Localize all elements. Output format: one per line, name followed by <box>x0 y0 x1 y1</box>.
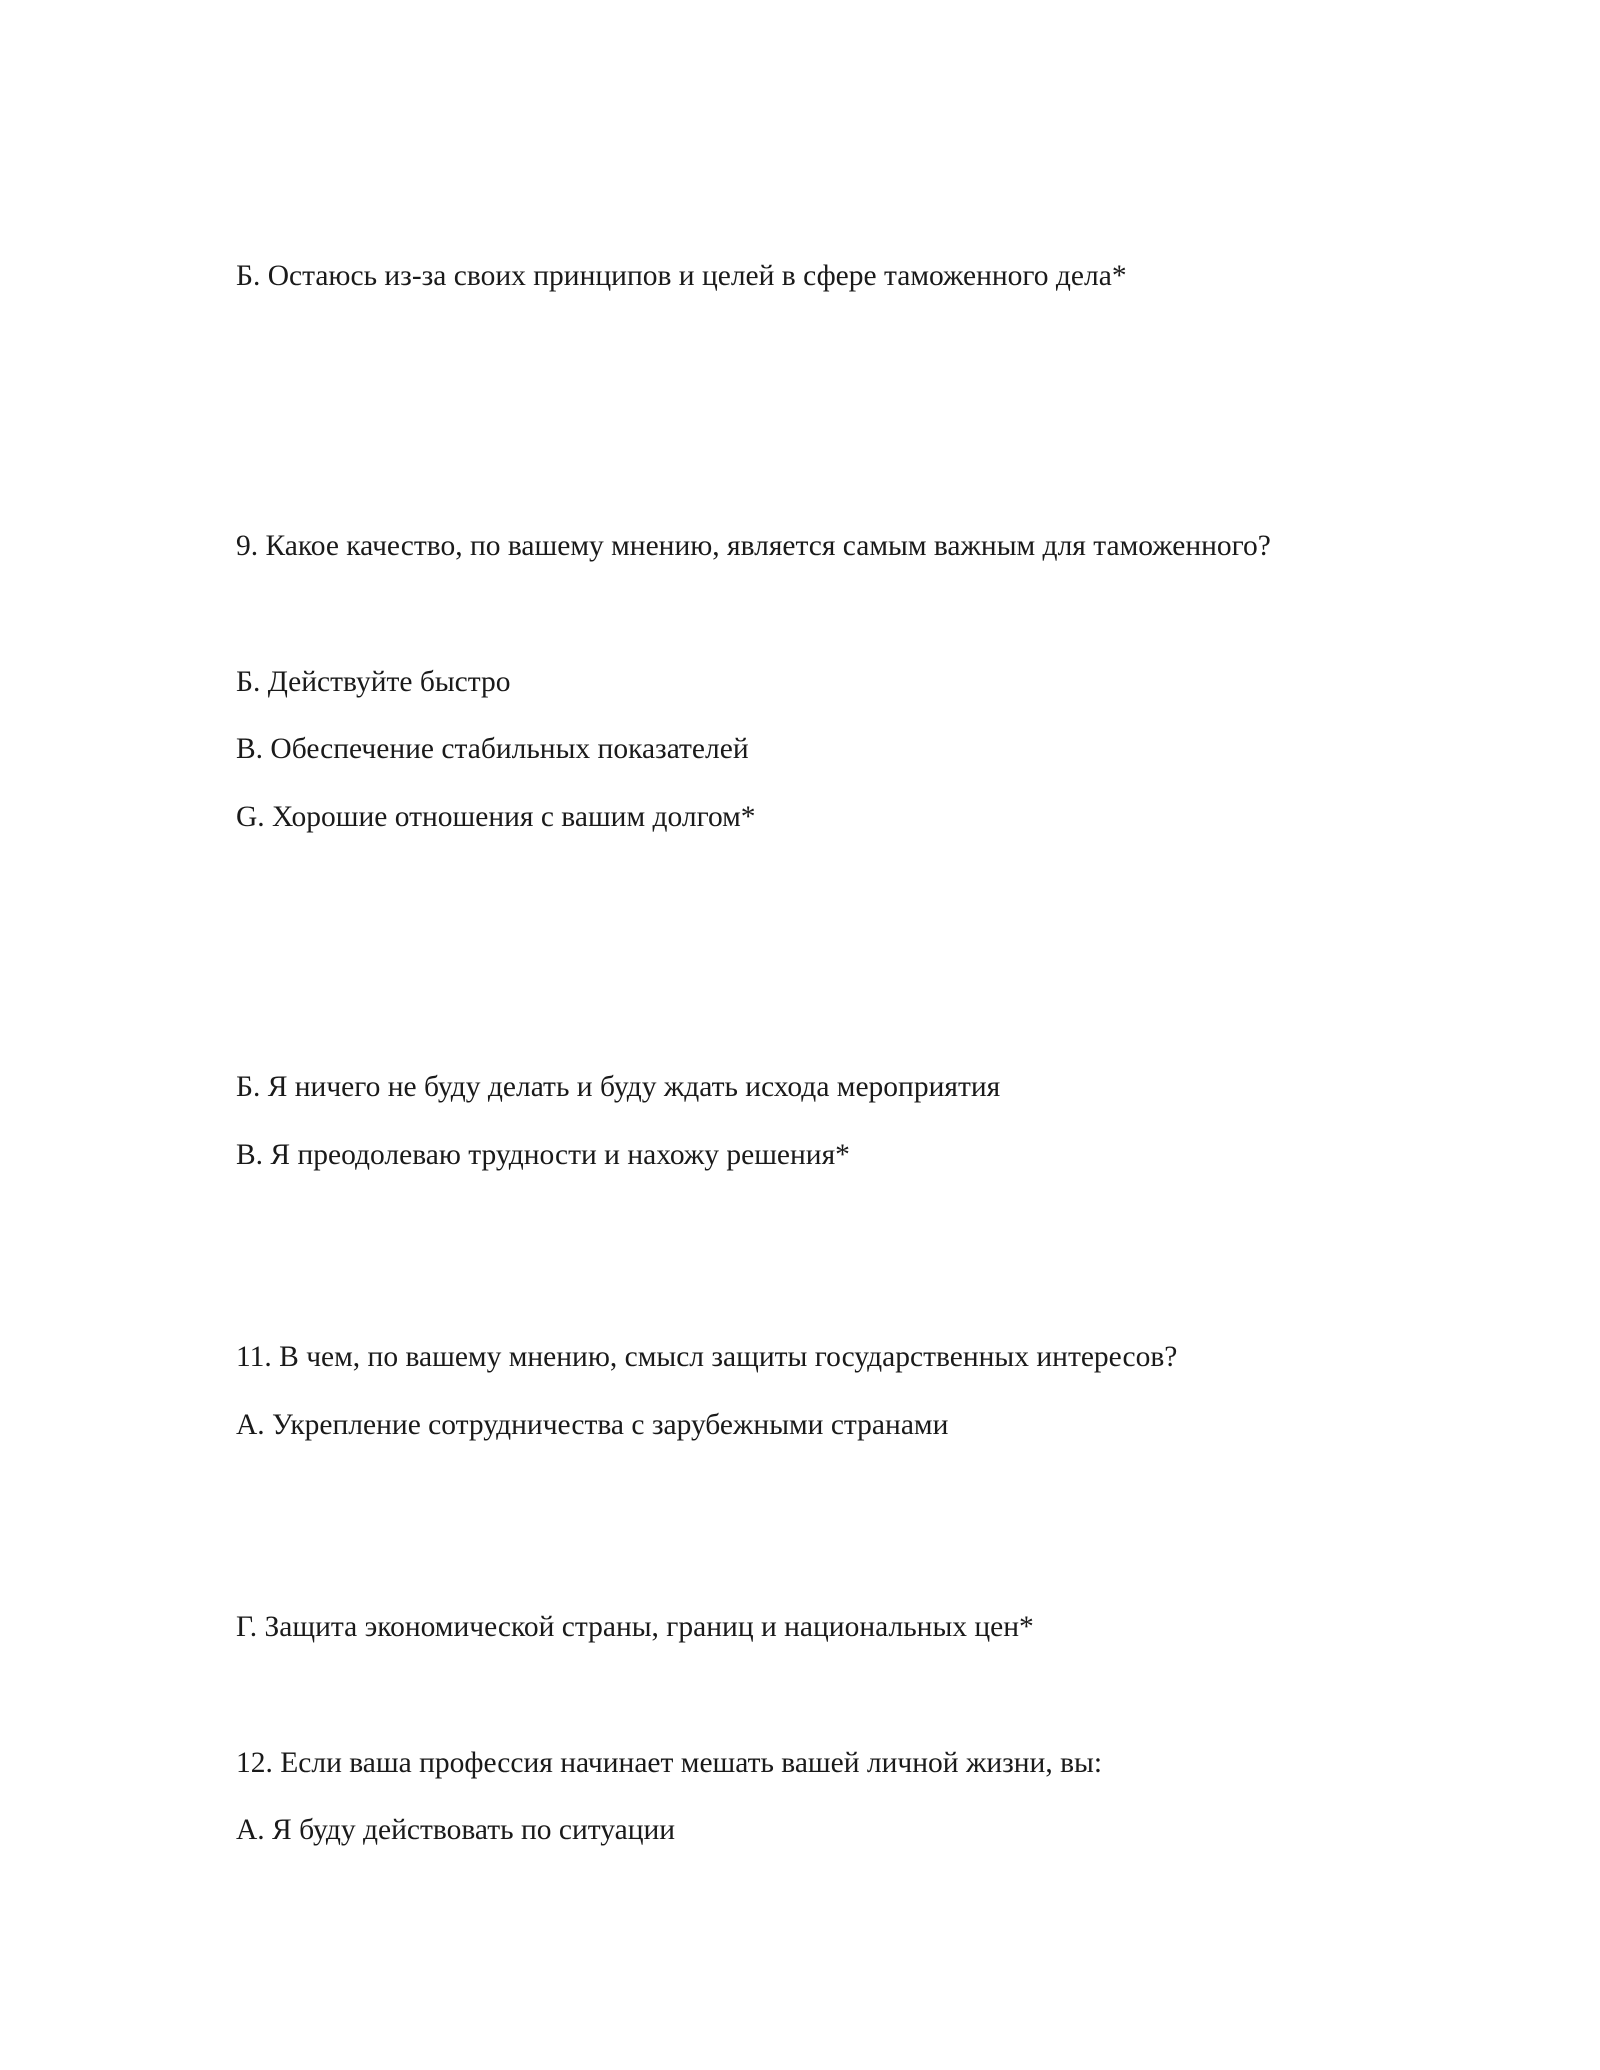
answer-g-good-relations: G. Хорошие отношения с вашим долгом* <box>236 801 756 833</box>
answer-a-cooperation: А. Укрепление сотрудничества с зарубежными странами <box>236 1409 949 1441</box>
question-9: 9. Какое качество, по вашему мнению, является самым важным для таможенного? <box>236 530 1271 562</box>
answer-a-act-situation: А. Я буду действовать по ситуации <box>236 1814 676 1846</box>
answer-g-protection: Г. Защита экономической страны, границ и национальных цен* <box>236 1611 1034 1643</box>
answer-b-principles: Б. Остаюсь из-за своих принципов и целей в сфере таможенного дела* <box>236 260 1127 292</box>
answer-v-stable-indicators: В. Обеспечение стабильных показателей <box>236 733 749 765</box>
question-12: 12. Если ваша профессия начинает мешать вашей личной жизни, вы: <box>236 1747 1103 1779</box>
question-11: 11. В чем, по вашему мнению, смысл защиты государственных интересов? <box>236 1341 1178 1373</box>
answer-v-overcome-difficulties: В. Я преодолеваю трудности и нахожу решения* <box>236 1139 850 1171</box>
answer-b-wait-outcome: Б. Я ничего не буду делать и буду ждать исхода мероприятия <box>236 1071 1001 1103</box>
answer-b-act-fast: Б. Действуйте быстро <box>236 666 511 698</box>
